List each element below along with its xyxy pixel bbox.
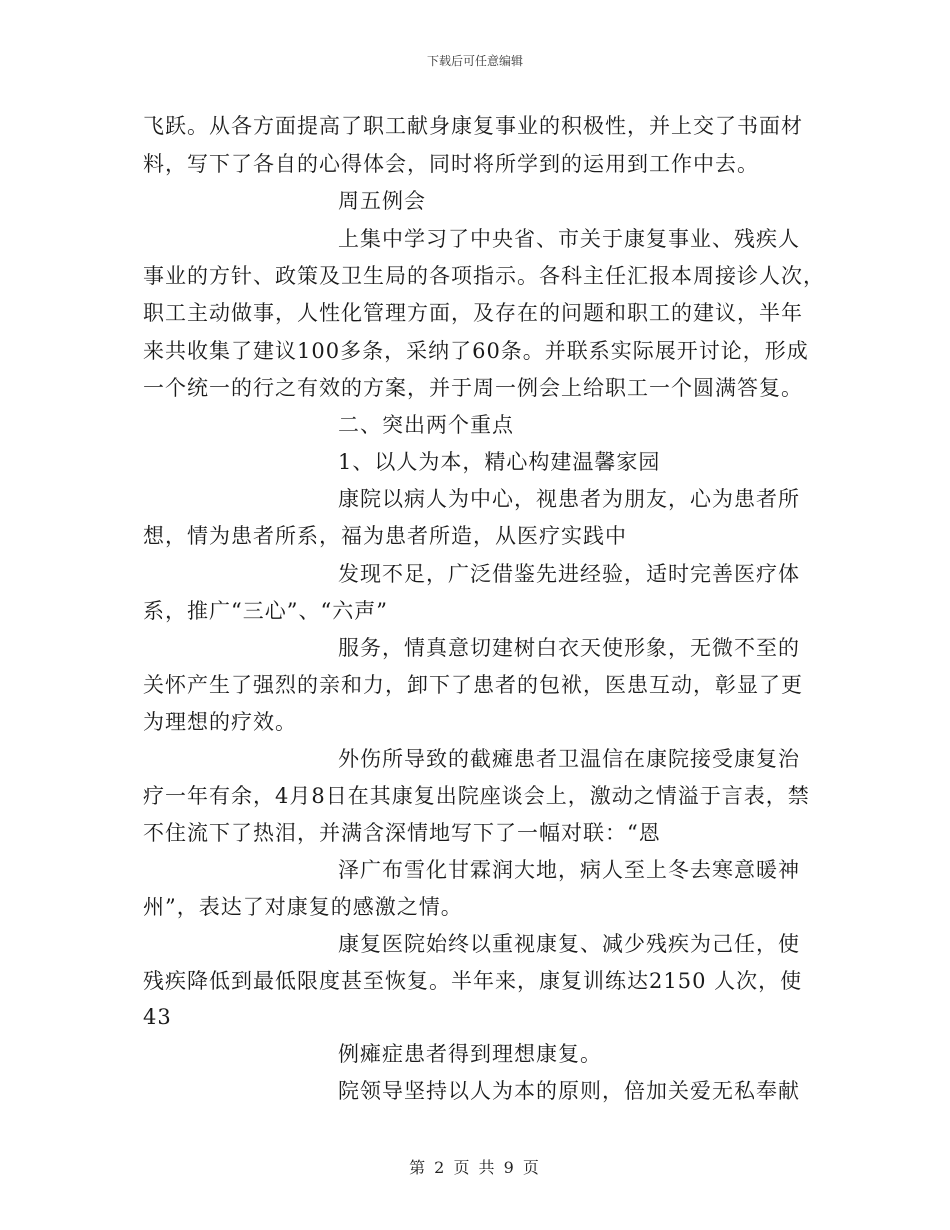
paragraph-line: 残疾降低到最低限度甚至恢复。半年来，康复训练达2150 人次，使 — [143, 969, 803, 993]
subsection-heading: 1、以人为本，精心构建温馨家园 — [338, 450, 661, 474]
paragraph-line: 43 — [143, 1005, 172, 1029]
paragraph-line: 周五例会 — [338, 189, 426, 213]
paragraph-line: 飞跃。从各方面提高了职工献身康复事业的积极性，并上交了书面材 — [143, 114, 803, 138]
paragraph-line: 例瘫症患者得到理想康复。 — [338, 1042, 602, 1066]
paragraph-line: 院领导坚持以人为本的原则，倍加关爱无私奉献 — [338, 1079, 800, 1103]
paragraph-line: 州”，表达了对康复的感激之情。 — [143, 895, 463, 919]
paragraph-line: 系，推广“三心”、“六声” — [143, 599, 388, 623]
paragraph-line: 不住流下了热泪，并满含深情地写下了一幅对联：“恩 — [143, 821, 661, 845]
paragraph-line: 康院以病人为中心，视患者为朋友，心为患者所 — [338, 487, 800, 511]
paragraph-line: 为理想的疗效。 — [143, 710, 297, 734]
paragraph-line: 职工主动做事，人性化管理方面，及存在的问题和职工的建议，半年 — [143, 301, 803, 325]
paragraph-line: 事业的方针、政策及卫生局的各项指示。各科主任汇报本周接诊人次， — [143, 264, 825, 288]
section-heading: 二、突出两个重点 — [338, 413, 514, 437]
paragraph-line: 一个统一的行之有效的方案，并于周一例会上给职工一个圆满答复。 — [143, 376, 803, 400]
paragraph-line: 康复医院始终以重视康复、减少残疾为己任，使 — [338, 932, 800, 956]
page-footer: 第 2 页 共 9 页 — [409, 1158, 541, 1177]
paragraph-line: 关怀产生了强烈的亲和力，卸下了患者的包袱，医患互动，彰显了更 — [143, 673, 803, 697]
paragraph-line: 服务，情真意切建树白衣天使形象，无微不至的 — [338, 636, 800, 660]
paragraph-line: 想，情为患者所系，福为患者所造，从医疗实践中 — [143, 524, 627, 548]
paragraph-line: 疗一年有余，4月8日在其康复出院座谈会上，激动之情溢于言表，禁 — [143, 784, 810, 808]
paragraph-line: 外伤所导致的截瘫患者卫温信在康院接受康复治 — [338, 747, 800, 771]
paragraph-line: 料，写下了各自的心得体会，同时将所学到的运用到工作中去。 — [143, 152, 759, 176]
paragraph-line: 发现不足，广泛借鉴先进经验，适时完善医疗体 — [338, 562, 800, 586]
page-header: 下载后可任意编辑 — [426, 54, 523, 68]
paragraph-line: 泽广布雪化甘霖润大地，病人至上冬去寒意暖神 — [338, 858, 800, 882]
paragraph-line: 来共收集了建议100多条，采纳了60条。并联系实际展开讨论，形成 — [143, 339, 809, 363]
paragraph-line: 上集中学习了中央省、市关于康复事业、残疾人 — [338, 227, 800, 251]
